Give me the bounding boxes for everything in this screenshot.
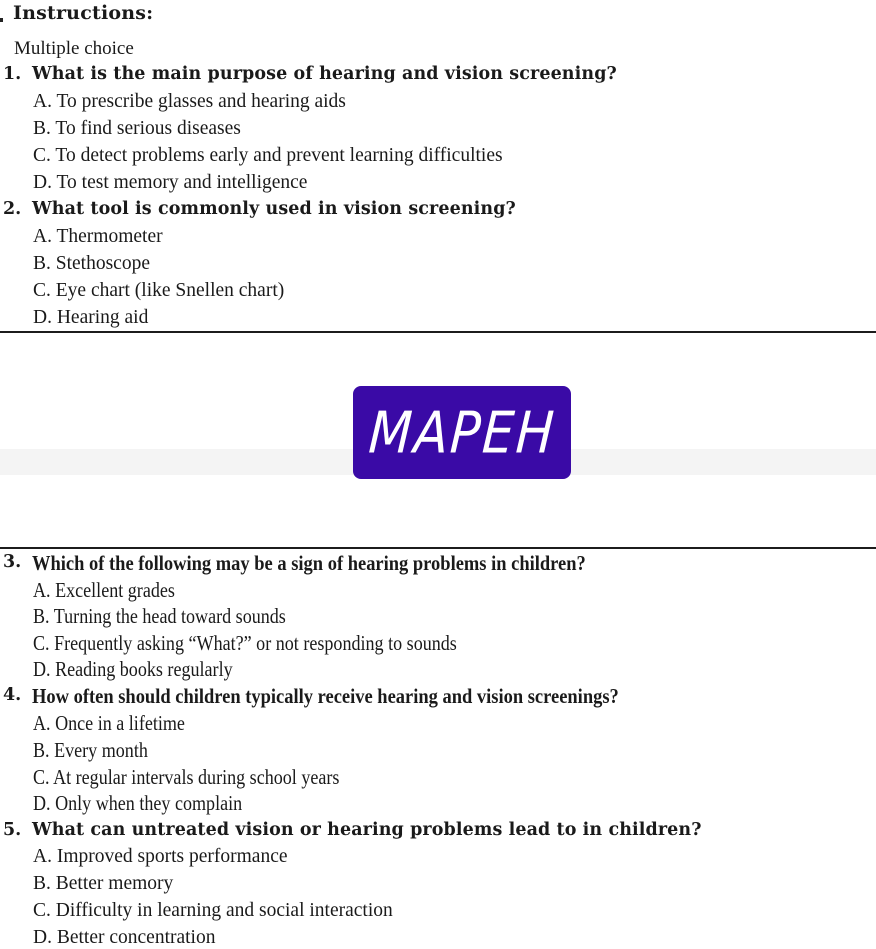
instructions-title: Instructions: — [13, 2, 154, 24]
option-c: C. To detect problems early and prevent learning difficulties — [33, 145, 503, 166]
option-b: B. Stethoscope — [33, 253, 150, 274]
mapeh-badge-label: MAPEH — [366, 399, 558, 466]
option-d: D. Better concentration — [33, 927, 216, 948]
option-b: B. Every month — [33, 738, 148, 762]
option-a: A. Thermometer — [33, 226, 163, 247]
option-a: A. Excellent grades — [33, 578, 175, 602]
option-b: B. To find serious diseases — [33, 118, 241, 139]
option-d: D. To test memory and intelligence — [33, 172, 308, 193]
instructions-subtitle: Multiple choice — [14, 38, 134, 59]
option-d: D. Reading books regularly — [33, 657, 233, 681]
mapeh-badge — [353, 386, 571, 479]
option-c: C. Difficulty in learning and social interaction — [33, 900, 393, 921]
question-text: What can untreated vision or hearing problems lead to in children? — [32, 820, 702, 840]
option-b: B. Turning the head toward sounds — [33, 604, 286, 628]
option-d: D. Hearing aid — [33, 307, 149, 328]
divider-bottom — [0, 547, 876, 549]
option-d: D. Only when they complain — [33, 791, 243, 815]
option-a: A. To prescribe glasses and hearing aids — [33, 91, 346, 112]
option-c: C. Eye chart (like Snellen chart) — [33, 280, 285, 301]
question-text: What is the main purpose of hearing and vision screening? — [32, 64, 617, 84]
question-text: What tool is commonly used in vision screening? — [32, 199, 516, 219]
question-text: How often should children typically receive hearing and vision screenings? — [32, 684, 619, 708]
question-number: 5. — [3, 820, 22, 840]
question-number: 4. — [3, 685, 22, 705]
question-number: 2. — [3, 199, 22, 219]
question-text: Which of the following may be a sign of hearing problems in children? — [32, 551, 586, 575]
option-c: C. Frequently asking “What?” or not responding to sounds — [33, 631, 457, 655]
option-b: B. Better memory — [33, 873, 174, 894]
option-a: A. Once in a lifetime — [33, 711, 185, 735]
bullet-mark — [0, 18, 3, 22]
question-number: 1. — [3, 64, 22, 84]
question-number: 3. — [3, 552, 22, 572]
divider-top — [0, 331, 876, 333]
option-c: C. At regular intervals during school years — [33, 765, 340, 789]
option-a: A. Improved sports performance — [33, 846, 288, 867]
